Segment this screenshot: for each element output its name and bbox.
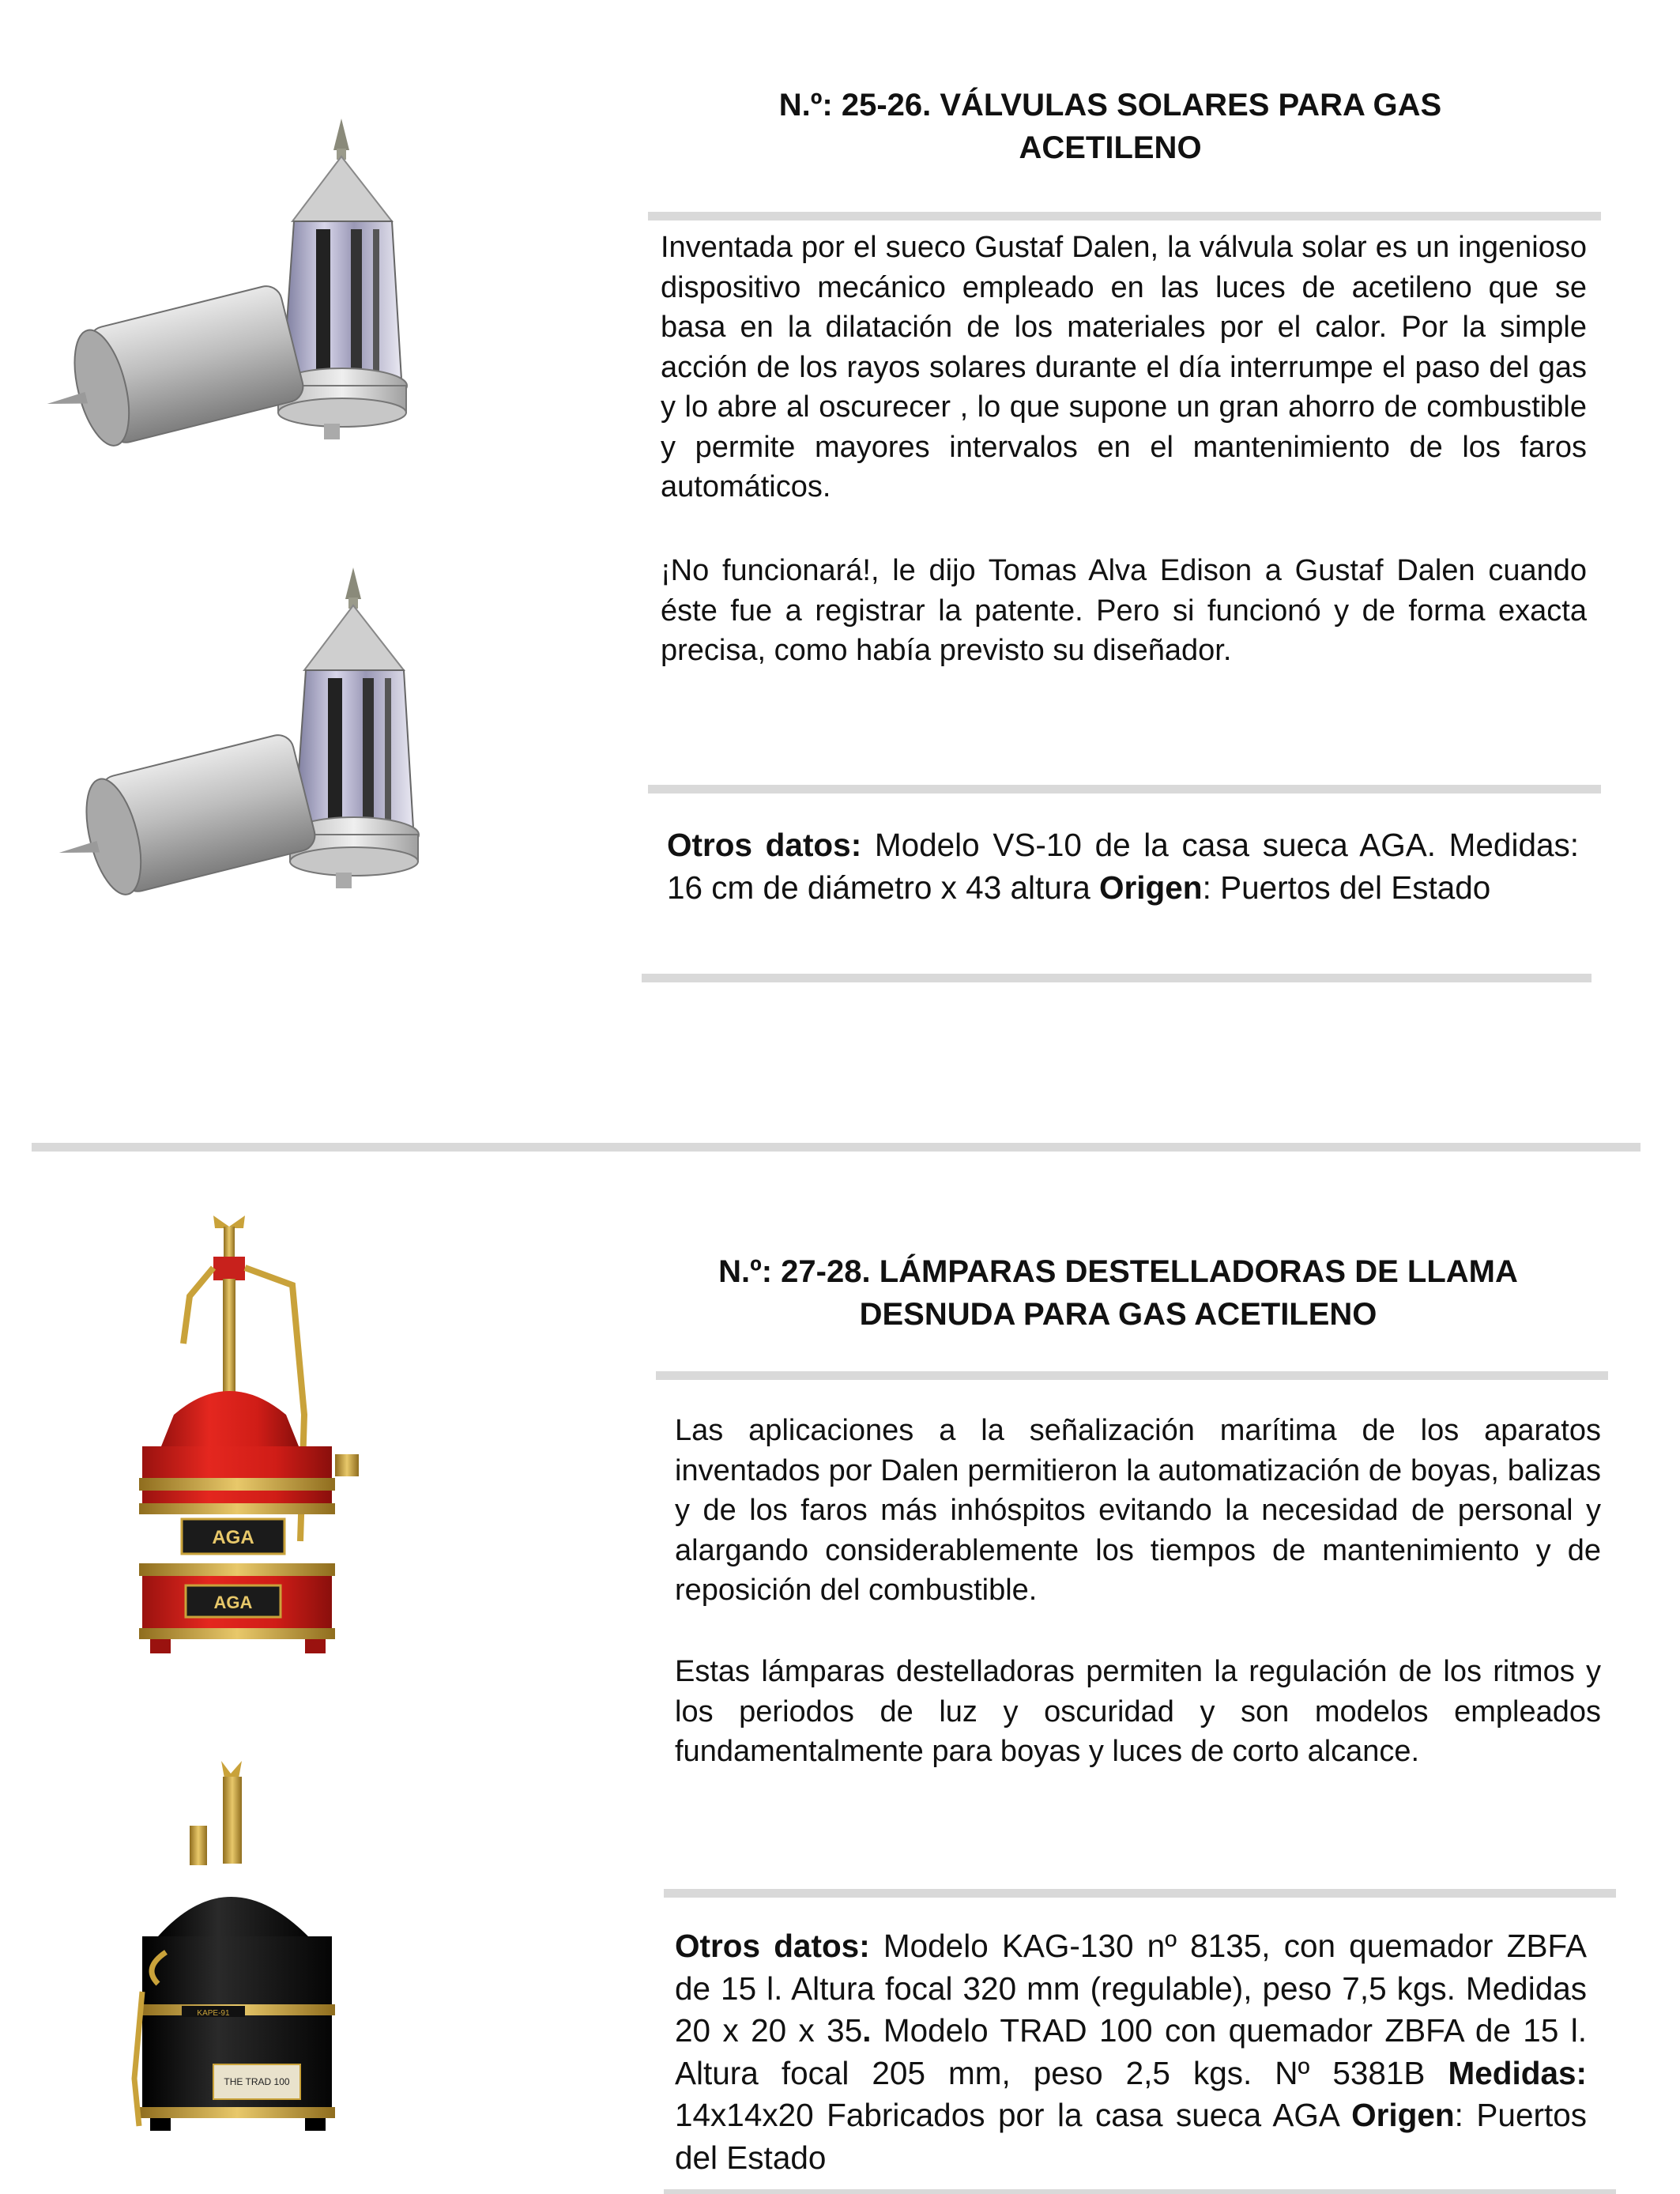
section2-medidas-label: Medidas: — [1448, 2054, 1587, 2091]
section2-otros-text1: Modelo KAG-130 nº 8135, con quemador ZBFA de 15 l. Altura focal 320 mm (regulable), peso 7,5 kgs. Medidas 20 x 20 x 35 — [675, 1928, 1587, 2049]
kag-plate: KAPE-91 — [197, 2009, 230, 2018]
section1-otros-text: Modelo VS-10 de la casa sueca AGA. Medidas: 16 cm de diámetro x 43 altura — [667, 827, 1580, 906]
aga-plate-2: AGA — [213, 1593, 253, 1612]
section1-otros-label: Otros datos: — [667, 827, 862, 863]
section1-origen-text: : Puertos del Estado — [1202, 869, 1491, 906]
page-separator — [32, 1143, 1640, 1152]
section2-otros-text2: Modelo TRAD 100 con quemador ZBFA de 15 l. Altura focal 205 mm, peso 2,5 kgs. Nº 5381B — [675, 2012, 1587, 2091]
section1-origen-label: Origen — [1099, 869, 1203, 906]
section2-title-line1: N.º: 27-28. LÁMPARAS DESTELLADORAS DE LLAMA — [718, 1254, 1518, 1289]
section2-otros-datos — [675, 1925, 1587, 2179]
section2-origen-text: : Puertos del Estado — [675, 2097, 1587, 2176]
red-flasher-lamp-image — [111, 1209, 395, 1668]
black-flasher-lamp-image — [111, 1755, 395, 2189]
section2-divider-bottom — [664, 2189, 1616, 2194]
section2-divider-middle — [664, 1889, 1616, 1898]
section1-divider-bottom — [642, 974, 1591, 982]
section2-otros-label: Otros datos: — [675, 1928, 870, 1964]
section2-title-line2: DESNUDA PARA GAS ACETILENO — [859, 1297, 1377, 1332]
solar-valve-image-1 — [47, 119, 411, 466]
trad-plate: THE TRAD 100 — [224, 2076, 290, 2087]
section1-title-line2: ACETILENO — [1019, 130, 1202, 165]
section2-paragraph2: Estas lámparas destelladoras permiten la regulación de los ritmos y los periodos de luz y oscuridad y son modelos empleados fundamentalmente para boyas y luces de corto alcance. — [675, 1655, 1601, 1768]
section2-paragraph1: Las aplicaciones a la señalización marítima de los aparatos inventados por Dalen permitieron la automatización de boyas, balizas y de los faros más inhóspitos evitando la necesidad de personal y alargando considerablemente los tiempos de mantenimiento y de reposición del combustible. — [675, 1414, 1601, 1607]
section2-dot: . — [862, 2012, 872, 2049]
section2-medidas-text: 14x14x20 Fabricados por la casa sueca AGA — [675, 2097, 1352, 2133]
solar-valve-image-2 — [55, 567, 427, 915]
section2-divider-top — [656, 1371, 1608, 1380]
section1-divider-middle — [648, 785, 1601, 794]
section1-paragraph2: ¡No funcionará!, le dijo Tomas Alva Edison a Gustaf Dalen cuando éste fue a registrar la patente. Pero si funcionó y de forma exacta precisa, como había previsto su diseñador. — [661, 554, 1587, 667]
aga-plate-1: AGA — [212, 1527, 254, 1548]
section1-otros-datos — [667, 824, 1579, 909]
section1-title — [656, 84, 1565, 169]
section2-title — [656, 1250, 1580, 1336]
section1-divider-top — [648, 212, 1601, 221]
section1-paragraph1: Inventada por el sueco Gustaf Dalen, la válvula solar es un ingenioso dispositivo mecánico empleado en las luces de acetileno que se basa en la dilatación de los materiales por el calor. Por la simple acción de los rayos solares durante el día interrumpe el paso del gas y lo abre al oscurecer , lo que supone un gran ahorro de combustible y permite mayores intervalos en el mantenimiento de los faros automáticos. — [661, 231, 1587, 503]
section1-title-line1: N.º: 25-26. VÁLVULAS SOLARES PARA GAS — [778, 88, 1442, 123]
section2-origen-label: Origen — [1351, 2097, 1455, 2133]
